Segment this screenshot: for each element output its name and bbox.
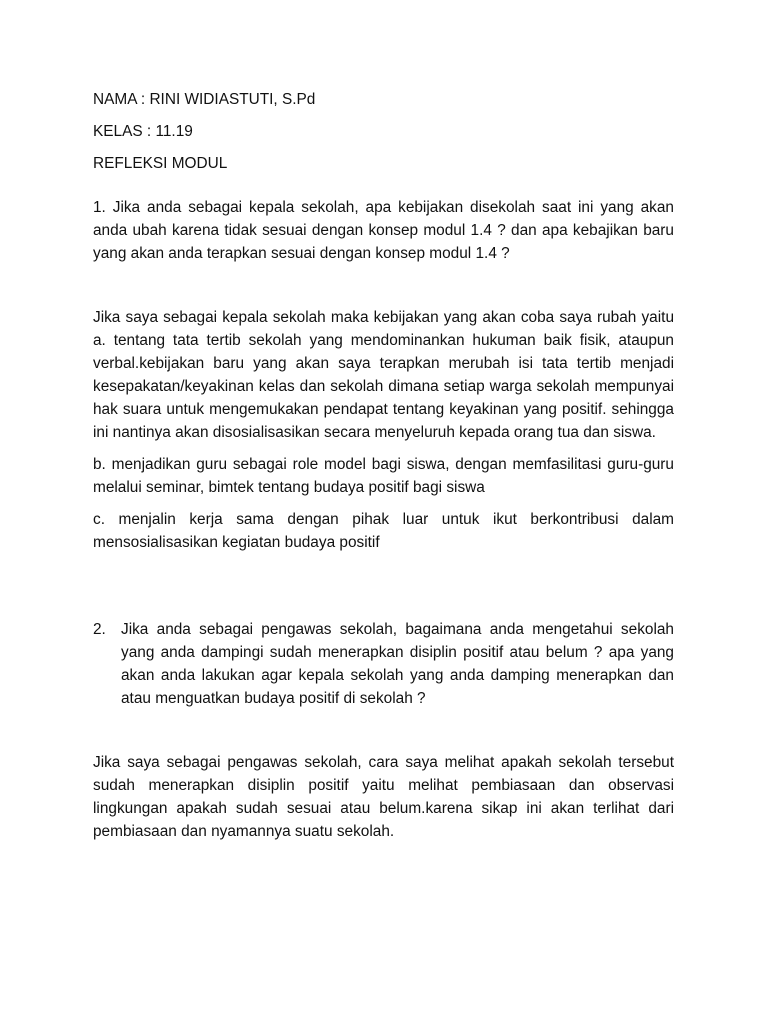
question-1: 1. Jika anda sebagai kepala sekolah, apa kebijakan disekolah saat ini yang akan anda ubah karena tidak sesuai dengan konsep modul 1.4 ? dan apa kebajikan baru yang akan anda terapkan sesuai dengan konsep modul 1.4 ?	[93, 199, 674, 262]
document-title: REFLEKSI MODUL	[93, 155, 228, 172]
class-line: KELAS : 11.19	[93, 123, 193, 140]
answer-2: Jika saya sebagai pengawas sekolah, cara saya melihat apakah sekolah tersebut sudah menerapkan disiplin positif yaitu melihat pembiasaan dan observasi lingkungan apakah sudah sesuai atau belum.karena sikap ini akan terlihat dari pembiasaan dan nyamannya suatu sekolah.	[93, 754, 674, 840]
question-2-number: 2.	[93, 621, 106, 638]
answer-1-paragraph-c: c. menjalin kerja sama dengan pihak luar untuk ikut berkontribusi dalam mensosialisasikan kegiatan budaya positif	[93, 511, 674, 551]
answer-1-paragraph-a: Jika saya sebagai kepala sekolah maka kebijakan yang akan coba saya rubah yaitu a. tentang tata tertib sekolah yang mendominankan hukuman baik fisik, ataupun verbal.kebijakan baru yang akan saya terapkan merubah isi tata tertib menjadi kesepakatan/keyakinan kelas dan sekolah dimana setiap warga sekolah mempunyai hak suara untuk mengemukakan pendapat tentang keyakinan yang positif. sehingga ini nantinya akan disosialisasikan secara menyeluruh kepada orang tua dan siswa.	[93, 309, 674, 441]
document-body	[93, 88, 674, 843]
answer-1-paragraph-b: b. menjadikan guru sebagai role model bagi siswa, dengan memfasilitasi guru-guru melalui seminar, bimtek tentang budaya positif bagi siswa	[93, 456, 674, 496]
name-line: NAMA : RINI WIDIASTUTI, S.Pd	[93, 91, 316, 108]
question-2-text: Jika anda sebagai pengawas sekolah, bagaimana anda mengetahui sekolah yang anda dampingi sudah menerapkan disiplin positif atau belum ? apa yang akan anda lakukan agar kepala sekolah yang anda damping menerapkan dan atau menguatkan budaya positif di sekolah ?	[121, 621, 674, 707]
question-2	[93, 618, 674, 710]
